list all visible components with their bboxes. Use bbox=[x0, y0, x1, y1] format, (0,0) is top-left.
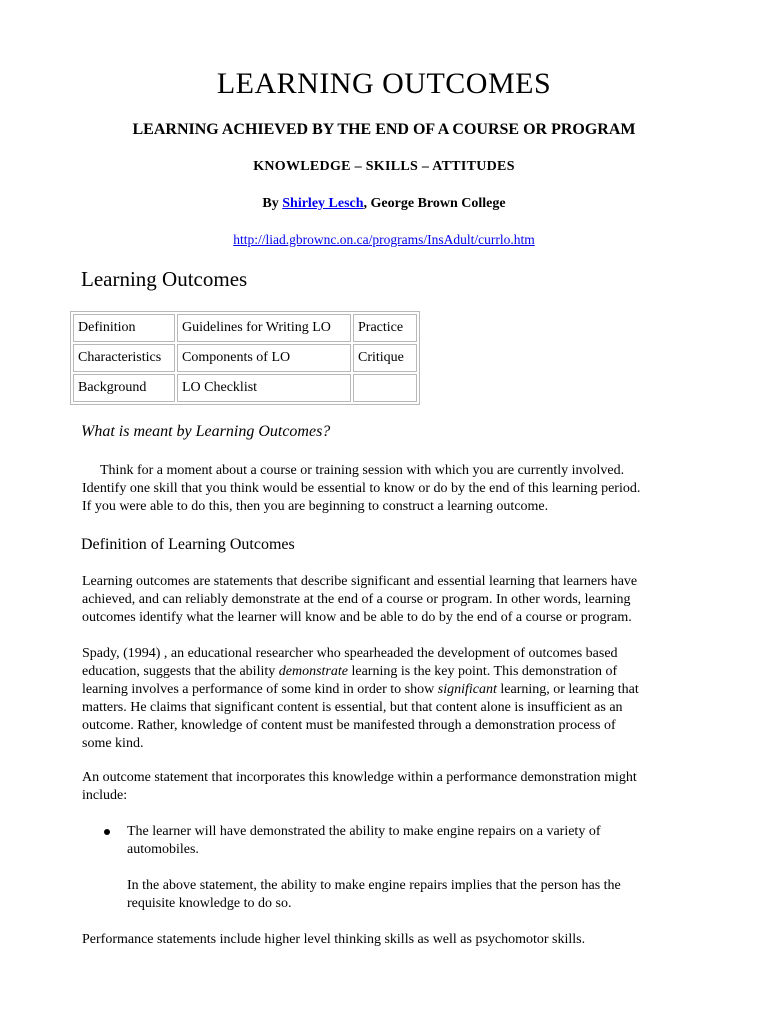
bullet-note-line: requisite knowledge to do so. bbox=[127, 896, 292, 911]
author-link[interactable]: Shirley Lesch bbox=[282, 196, 364, 211]
nav-cell-guidelines[interactable]: Guidelines for Writing LO bbox=[177, 314, 351, 342]
emphasis-significant: significant bbox=[437, 682, 497, 697]
bullet-line: The learner will have demonstrated the ability to make engine repairs on a variety of bbox=[127, 824, 601, 839]
nav-cell-checklist[interactable]: LO Checklist bbox=[177, 374, 351, 402]
intro-paragraph bbox=[82, 462, 702, 516]
spady-line: matters. He claims that significant content is essential, but that content alone is insufficient as an bbox=[82, 700, 623, 715]
nav-cell-critique[interactable]: Critique bbox=[353, 344, 417, 372]
nav-cell-components[interactable]: Components of LO bbox=[177, 344, 351, 372]
document-subsubtitle: KNOWLEDGE – SKILLS – ATTITUDES bbox=[253, 159, 515, 174]
definition-line: achieved, and can reliably demonstrate at the end of a course or program. In other words, learning bbox=[82, 592, 631, 607]
spady-line: some kind. bbox=[82, 736, 144, 751]
byline-suffix: , George Brown College bbox=[363, 196, 506, 211]
definition-line: outcomes identify what the learner will know and be able to do by the end of a course or program. bbox=[82, 610, 632, 625]
nav-cell-definition[interactable]: Definition bbox=[73, 314, 175, 342]
definition-paragraph bbox=[82, 573, 702, 627]
document-subtitle: LEARNING ACHIEVED BY THE END OF A COURSE OR PROGRAM bbox=[132, 121, 636, 138]
spady-line: learning involves a performance of some kind in order to show significant learning, or learning that bbox=[82, 682, 639, 697]
definition-heading: Definition of Learning Outcomes bbox=[81, 536, 295, 553]
bullet-icon bbox=[104, 829, 110, 835]
bullet-note-line: In the above statement, the ability to make engine repairs implies that the person has the bbox=[127, 878, 621, 893]
section-heading: Learning Outcomes bbox=[81, 267, 248, 291]
intro-line: Identify one skill that you think would be essential to know or do by the end of this learning period. bbox=[82, 481, 641, 496]
bullet-line: automobiles. bbox=[127, 842, 199, 857]
definition-line: Learning outcomes are statements that describe significant and essential learning that learners have bbox=[82, 574, 638, 589]
performance-paragraph: Performance statements include higher level thinking skills as well as psychomotor skills. bbox=[82, 932, 586, 947]
spady-line: outcome. Rather, knowledge of content must be manifested through a demonstration process of bbox=[82, 718, 616, 733]
byline-prefix: By bbox=[262, 196, 283, 211]
nav-table bbox=[70, 311, 420, 405]
source-url-link[interactable]: http://liad.gbrownc.on.ca/programs/InsAdult/currlo.htm bbox=[233, 232, 535, 247]
intro-line: Think for a moment about a course or training session with which you are currently involved. bbox=[100, 463, 625, 478]
table-row bbox=[73, 344, 417, 372]
bullet-item bbox=[127, 823, 687, 859]
spady-line: education, suggests that the ability demonstrate learning is the key point. This demonstration of bbox=[82, 664, 618, 679]
question-heading: What is meant by Learning Outcomes? bbox=[81, 423, 331, 440]
outcome-line: An outcome statement that incorporates this knowledge within a performance demonstration might bbox=[82, 770, 637, 785]
intro-line: If you were able to do this, then you are beginning to construct a learning outcome. bbox=[82, 499, 549, 514]
nav-cell-background[interactable]: Background bbox=[73, 374, 175, 402]
outcome-statement-paragraph bbox=[82, 769, 702, 805]
byline bbox=[0, 194, 768, 214]
nav-cell-characteristics[interactable]: Characteristics bbox=[73, 344, 175, 372]
spady-paragraph bbox=[82, 645, 702, 753]
emphasis-demonstrate: demonstrate bbox=[278, 664, 348, 679]
table-row bbox=[73, 374, 417, 402]
document-title: LEARNING OUTCOMES bbox=[216, 67, 552, 100]
outcome-line: include: bbox=[82, 788, 128, 803]
table-row bbox=[73, 314, 417, 342]
source-url-line bbox=[0, 230, 768, 250]
bullet-note bbox=[127, 877, 687, 913]
nav-cell-empty bbox=[353, 374, 417, 402]
nav-cell-practice[interactable]: Practice bbox=[353, 314, 417, 342]
spady-line: Spady, (1994) , an educational researcher who spearheaded the development of outcomes based bbox=[82, 646, 618, 661]
